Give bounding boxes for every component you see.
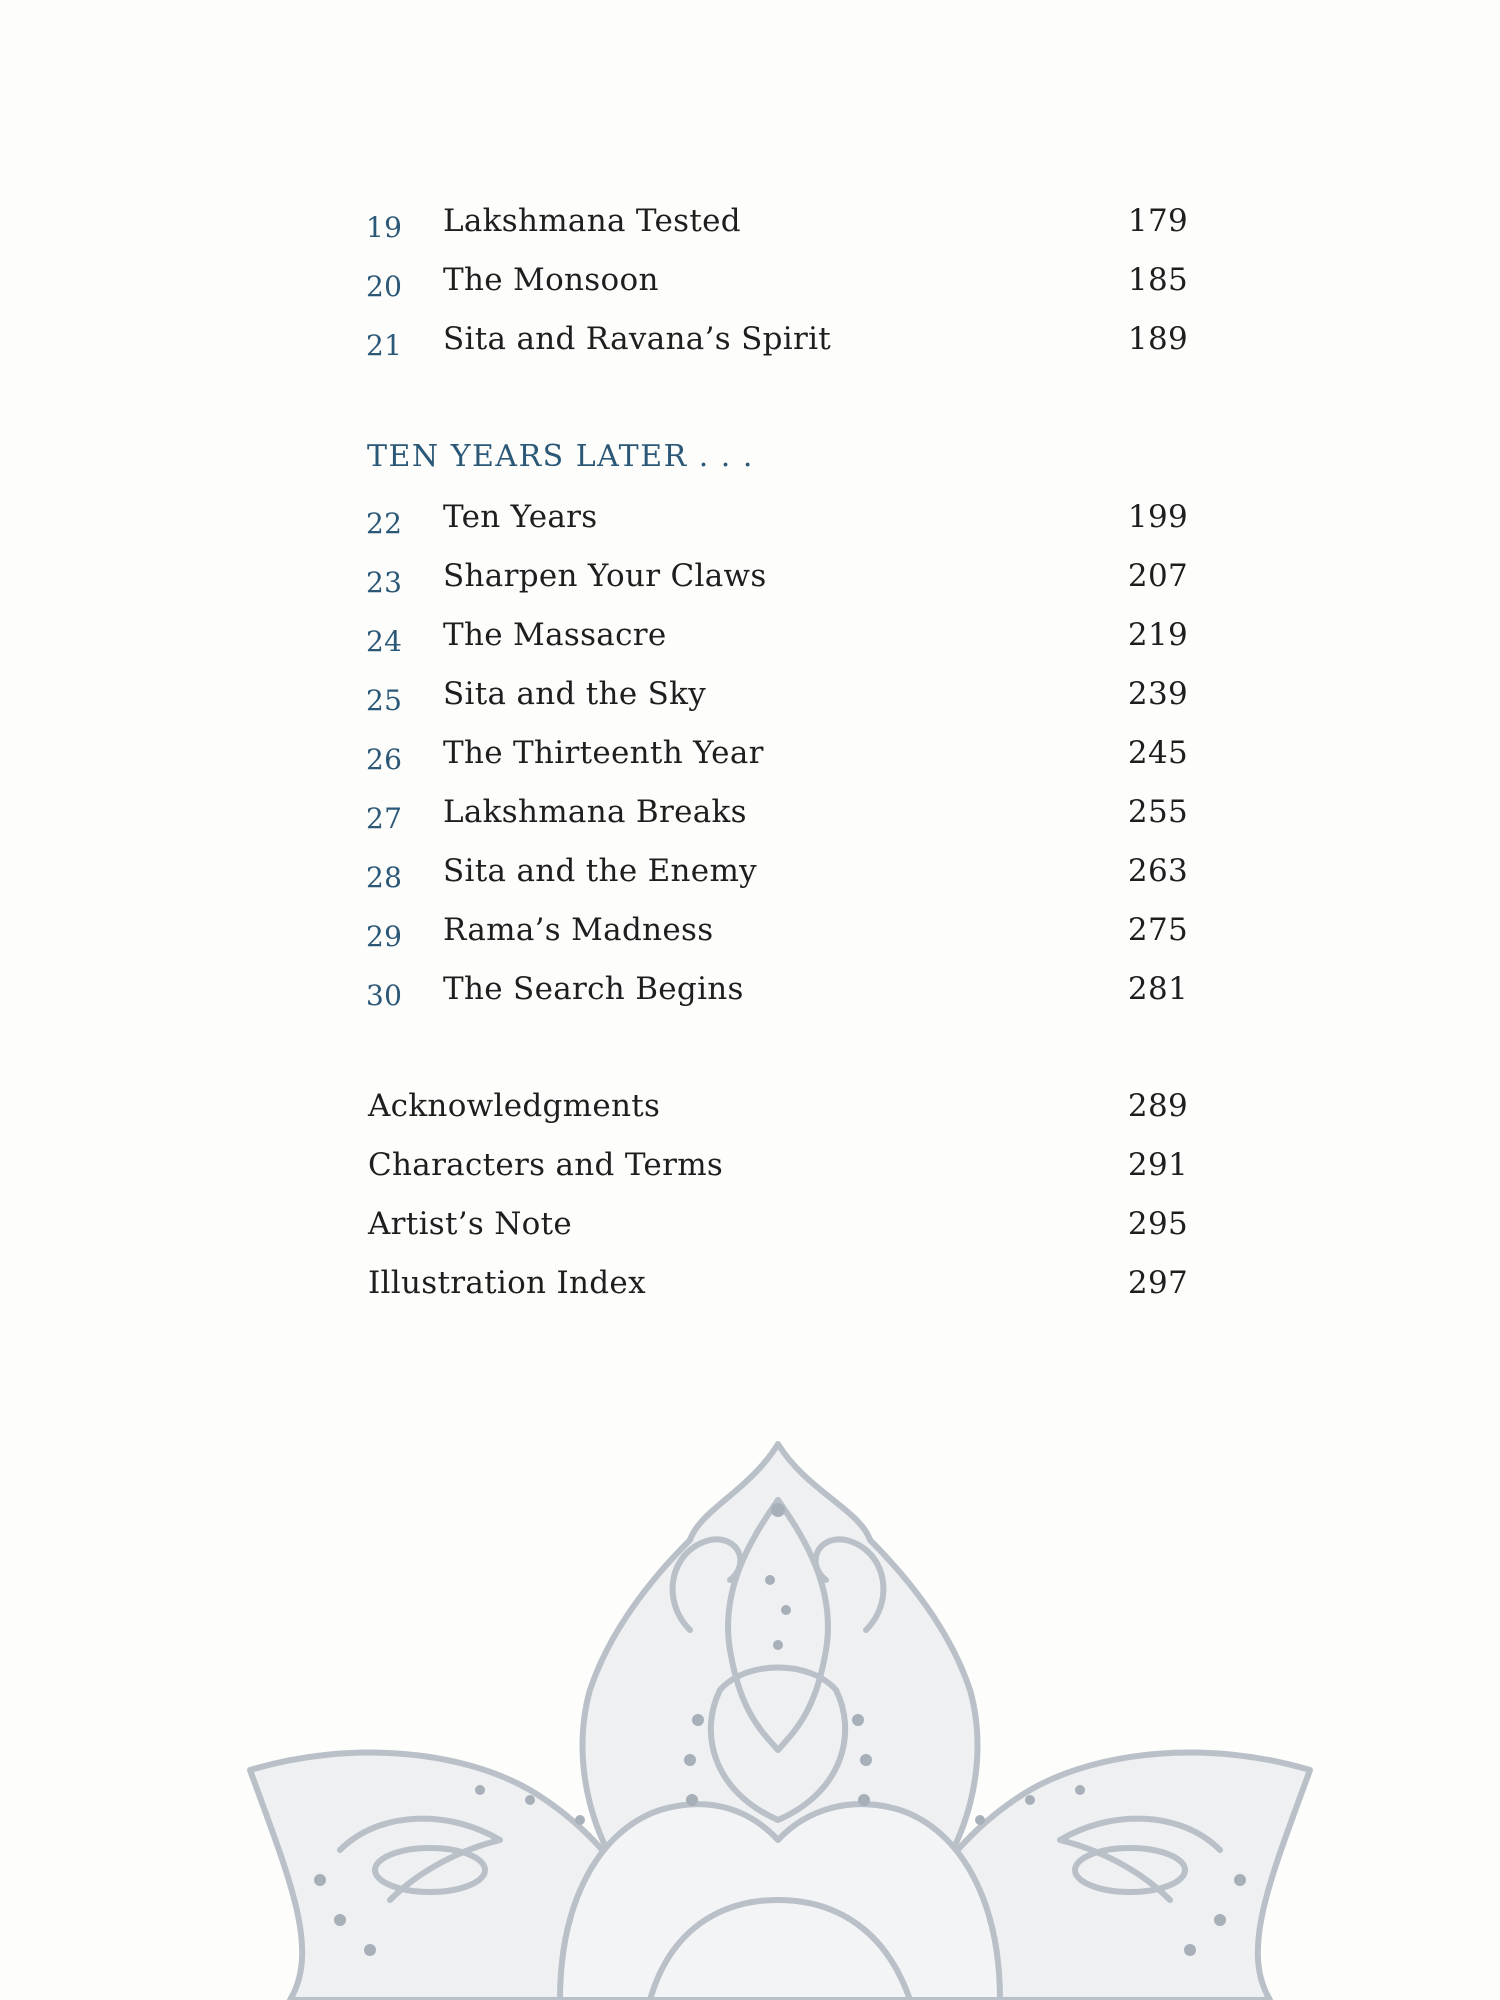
chapter-title: The Massacre [443,617,667,653]
toc-entry[interactable] [366,488,1188,547]
chapter-title: The Thirteenth Year [443,735,764,771]
chapter-title: Ten Years [443,499,598,535]
chapter-number: 28 [366,861,403,894]
section-title: Artist’s Note [368,1206,573,1242]
toc-entry[interactable] [366,192,1188,251]
page-number: 185 [1127,262,1188,298]
page-number: 297 [1127,1265,1188,1301]
page-number: 245 [1127,735,1188,771]
page-number: 281 [1127,971,1188,1007]
toc-entry[interactable] [366,783,1188,842]
toc-entry[interactable] [366,251,1188,310]
page-number: 289 [1127,1088,1188,1124]
part-heading: TEN YEARS LATER . . . [367,439,754,474]
page-number: 295 [1127,1206,1188,1242]
page-number: 199 [1127,499,1188,535]
chapter-title: Sita and the Sky [443,676,707,712]
chapter-number: 27 [366,802,403,835]
section-title: Illustration Index [368,1265,646,1301]
page-number: 189 [1127,321,1188,357]
toc-group-back-matter [366,1077,1188,1313]
chapter-title: Sita and Ravana’s Spirit [443,321,832,357]
page-number: 207 [1127,558,1188,594]
chapter-title: Sharpen Your Claws [443,558,767,594]
page-number: 239 [1127,676,1188,712]
chapter-title: Lakshmana Tested [443,203,741,239]
chapter-title: Rama’s Madness [443,912,714,948]
chapter-number: 26 [366,743,403,776]
toc-entry[interactable] [366,310,1188,369]
toc-entry[interactable] [366,547,1188,606]
chapter-title: The Search Begins [443,971,744,1007]
chapter-number: 21 [366,329,403,362]
chapter-title: Lakshmana Breaks [443,794,747,830]
toc-entry[interactable] [366,724,1188,783]
toc-entry[interactable] [366,1254,1188,1313]
toc-entry[interactable] [366,960,1188,1019]
chapter-number: 24 [366,625,403,658]
chapter-number: 20 [366,270,403,303]
page-number: 291 [1127,1147,1188,1183]
section-title: Acknowledgments [368,1088,661,1124]
page-number: 219 [1127,617,1188,653]
chapter-number: 19 [366,211,403,244]
toc-group-ten-years-later [366,488,1188,1019]
page-number: 275 [1127,912,1188,948]
toc-entry[interactable] [366,606,1188,665]
page-number: 179 [1127,203,1188,239]
toc-entry[interactable] [366,665,1188,724]
page-number: 263 [1127,853,1188,889]
chapter-title: The Monsoon [443,262,659,298]
chapter-number: 23 [366,566,403,599]
chapter-number: 22 [366,507,403,540]
toc-entry[interactable] [366,842,1188,901]
section-title: Characters and Terms [368,1147,724,1183]
chapter-number: 25 [366,684,403,717]
page-number: 255 [1127,794,1188,830]
toc-group-part-end [366,192,1188,369]
toc-entry[interactable] [366,901,1188,960]
chapter-title: Sita and the Enemy [443,853,757,889]
lotus-ornament-icon [230,1430,1330,2000]
toc-entry[interactable] [366,1136,1188,1195]
toc-entry[interactable] [366,1077,1188,1136]
chapter-number: 30 [366,979,403,1012]
chapter-number: 29 [366,920,403,953]
toc-entry[interactable] [366,1195,1188,1254]
